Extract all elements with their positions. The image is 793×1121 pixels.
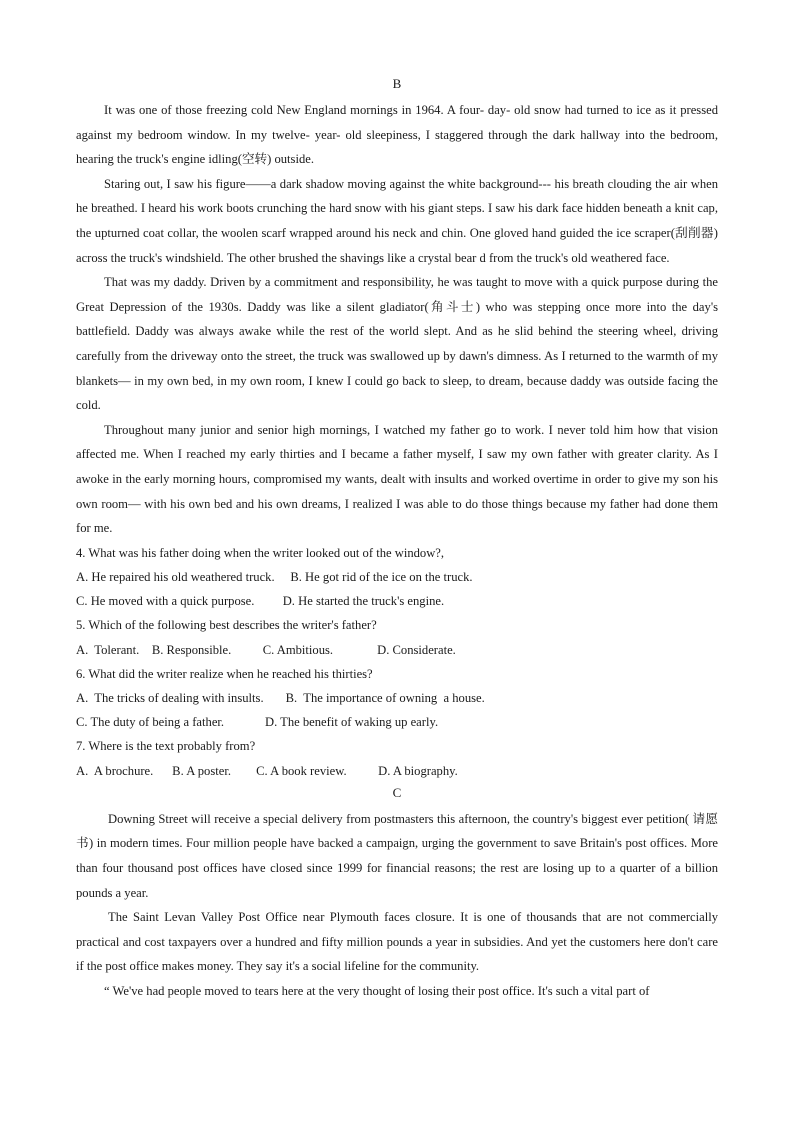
question-stem: 6. What did the writer realize when he reached his thirties? [76, 666, 373, 681]
passage-b-paragraph-2: Staring out, I saw his figure——a dark shadow moving against the white background--- his breath clouding the air when he breathed. I heard his work boots crunching the hard snow with his giant steps. I saw his dark face hidden beneath a knit cap, the upturned coat collar, the woolen scarf wrapped around his neck and chin. One gloved hand guided the ice scraper(刮削器) across the truck's windshield. The other brushed the shavings like a crystal bear d from the truck's old weathered face. [76, 176, 718, 265]
question-4 [76, 541, 718, 614]
question-stem: 4. What was his father doing when the writer looked out of the window?, [76, 545, 445, 560]
passage-c-paragraph-2: The Saint Levan Valley Post Office near Plymouth faces closure. It is one of thousands that are not commercially practical and cost taxpayers over a hundred and fifty million pounds a year in subsidies. And yet the customers here don't care if the post office makes money. They say it's a social lifeline for the community. [76, 910, 718, 974]
question-6 [76, 662, 718, 735]
question-options: A. The tricks of dealing with insults. B. The importance of owning a house. [76, 690, 485, 705]
passage-b-paragraph-4: Throughout many junior and senior high mornings, I watched my father go to work. I never told him how that vision affected me. When I reached my early thirties and I became a father myself, I saw my own father with greater clarity. As I awoke in the early morning hours, compromised my wants, dealt with insults and worked overtime in order to give my son his own room— with his own bed and his own dreams, I realized I was able to do those things because my father had done them for me. [76, 422, 718, 536]
question-options: A. Tolerant. B. Responsible. C. Ambitious. D. Considerate. [76, 642, 456, 657]
question-options: C. The duty of being a father. D. The benefit of waking up early. [76, 715, 439, 730]
passage-b-paragraph-3: That was my daddy. Driven by a commitment and responsibility, he was taught to move with a quick purpose during the Great Depression of the 1930s. Daddy was like a silent gladiator(角斗士) who was stepping once more into the day's battlefield. Daddy was always awake while the rest of the world slept. And as he slid behind the steering wheel, driving carefully from the driveway onto the street, the truck was swallowed up by dawn's dimness. As I returned to the warmth of my blankets— in my own bed, in my own room, I knew I could go back to sleep, to dream, because daddy was outside facing the cold. [76, 275, 718, 413]
section-b-heading: B [392, 76, 402, 91]
question-stem: 7. Where is the text probably from? [76, 739, 256, 754]
document-page [76, 74, 718, 1003]
question-5 [76, 613, 718, 661]
question-7 [76, 734, 718, 782]
question-options: C. He moved with a quick purpose. D. He started the truck's engine. [76, 594, 445, 609]
question-stem: 5. Which of the following best describes the writer's father? [76, 618, 377, 633]
question-options: A. A brochure. B. A poster. C. A book review. D. A biography. [76, 763, 458, 778]
passage-c-paragraph-3: “ We've had people moved to tears here at the very thought of losing their post office. It's such a vital part of [104, 983, 650, 998]
passage-b-paragraph-1: It was one of those freezing cold New England mornings in 1964. A four- day- old snow had turned to ice as it pressed against my bedroom window. In my twelve- year- old sleepiness, I staggered through the dark hallway into the bedroom, hearing the truck's engine idling(空转) outside. [76, 103, 718, 167]
section-c-heading: C [392, 784, 402, 800]
question-options: A. He repaired his old weathered truck. B. He got rid of the ice on the truck. [76, 569, 473, 584]
passage-c-paragraph-1: Downing Street will receive a special delivery from postmasters this afternoon, the country's biggest ever petition( 请愿书) in modern times. Four million people have backed a campaign, urging the government to save Britain's post offices. More than four thousand post offices have closed since 1999 for financial reasons; the rest are losing up to a quarter of a billion pounds a year. [76, 811, 718, 900]
